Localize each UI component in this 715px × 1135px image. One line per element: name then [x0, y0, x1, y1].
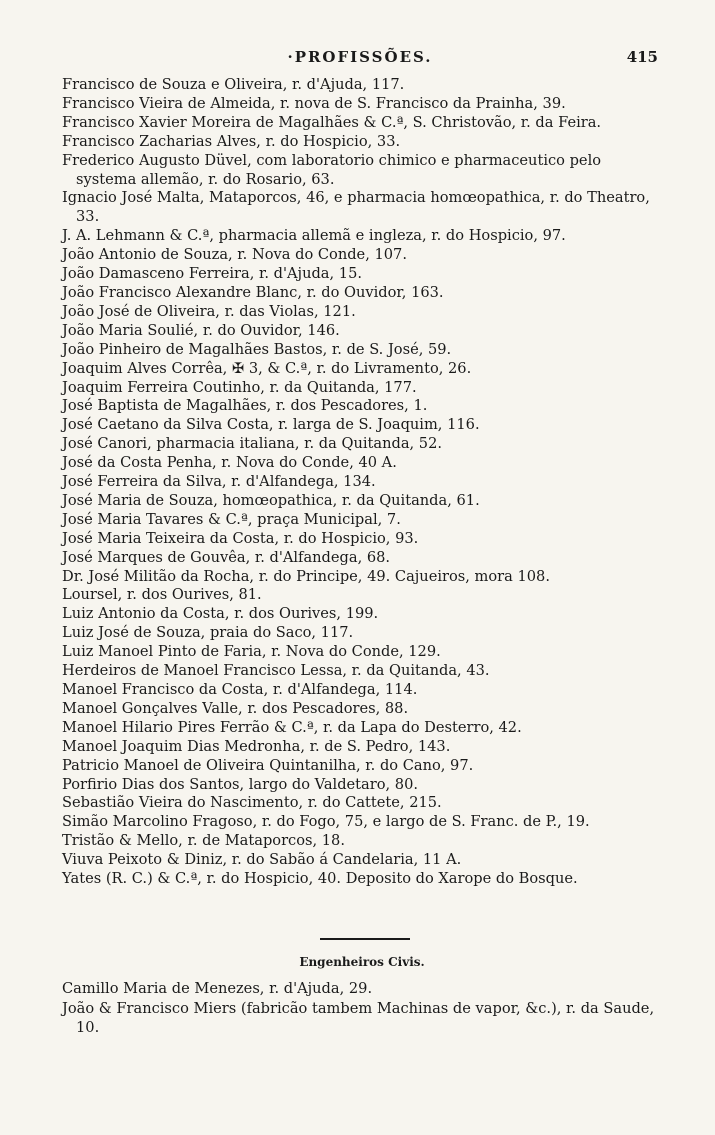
list-item: J. A. Lehmann & C.ª, pharmacia allemã e ingleza, r. do Hospicio, 97. [62, 227, 566, 245]
list-item: João Damasceno Ferreira, r. d'Ajuda, 15. [62, 265, 362, 283]
list-item: Tristão & Mello, r. de Mataporcos, 18. [62, 832, 345, 850]
list-item: Loursel, r. dos Ourives, 81. [62, 586, 262, 604]
list-item: José da Costa Penha, r. Nova do Conde, 40 A. [62, 454, 397, 472]
list-item: Frederico Augusto Düvel, com laboratorio chimico e pharmaceutico pelo systema allemão, r. do Rosario, 63. [62, 151, 602, 188]
page-title: ·PROFISSÕES. [287, 48, 433, 66]
list-item: José Caetano da Silva Costa, r. larga de S. Joaquim, 116. [62, 416, 480, 434]
page-header [62, 48, 658, 72]
section-divider [320, 938, 410, 940]
list-item: José Baptista de Magalhães, r. dos Pescadores, 1. [62, 397, 428, 415]
list-item: Ignacio José Malta, Mataporcos, 46, e pharmacia homœopathica, r. do Theatro, 33. [62, 189, 650, 226]
list-item: João José de Oliveira, r. das Violas, 121. [62, 302, 356, 320]
list-item: Francisco Xavier Moreira de Magalhães & C.ª, S. Christovão, r. da Feira. [62, 113, 602, 131]
list-item: José Maria Teixeira da Costa, r. do Hospicio, 93. [62, 529, 419, 547]
list-item: José Maria Tavares & C.ª, praça Municipal, 7. [62, 510, 401, 528]
list-item: Manoel Gonçalves Valle, r. dos Pescadores, 88. [62, 699, 409, 717]
list-item: Dr. José Militão da Rocha, r. do Principe, 49. Cajueiros, mora 108. [62, 567, 550, 585]
list-item: João Francisco Alexandre Blanc, r. do Ouvidor, 163. [62, 283, 444, 301]
list-item: José Ferreira da Silva, r. d'Alfandega, 134. [62, 473, 376, 491]
list-item: Francisco Zacharias Alves, r. do Hospicio, 33. [62, 132, 401, 150]
section-entry-list [62, 979, 662, 1038]
list-item: Sebastião Vieira do Nascimento, r. do Cattete, 215. [62, 794, 442, 812]
list-item: Viuva Peixoto & Diniz, r. do Sabão á Candelaria, 11 A. [62, 851, 462, 869]
list-item: Porfirio Dias dos Santos, largo do Valdetaro, 80. [62, 775, 418, 793]
section-title: Engenheiros Civis. [299, 955, 425, 969]
list-item: Manoel Joaquim Dias Medronha, r. de S. Pedro, 143. [62, 737, 451, 755]
list-item: João Antonio de Souza, r. Nova do Conde, 107. [62, 246, 407, 264]
list-item: Patricio Manoel de Oliveira Quintanilha, r. do Cano, 97. [62, 756, 474, 774]
list-item: José Maria de Souza, homœopathica, r. da Quitanda, 61. [62, 491, 480, 509]
list-item: Joaquim Ferreira Coutinho, r. da Quitanda, 177. [62, 378, 417, 396]
list-item: Manoel Hilario Pires Ferrão & C.ª, r. da Lapa do Desterro, 42. [62, 718, 522, 736]
list-item: João & Francisco Miers (fabricão tambem Machinas de vapor, &c.), r. da Saude, 10. [62, 999, 655, 1036]
list-item: João Maria Soulié, r. do Ouvidor, 146. [62, 321, 340, 339]
entry-list [62, 76, 662, 889]
list-item: José Canori, pharmacia italiana, r. da Quitanda, 52. [62, 435, 443, 453]
list-item: João Pinheiro de Magalhães Bastos, r. de S. José, 59. [62, 340, 452, 358]
list-item: Manoel Francisco da Costa, r. d'Alfandega, 114. [62, 681, 418, 698]
list-item: José Marques de Gouvêa, r. d'Alfandega, 68. [62, 548, 391, 566]
list-item: Luiz Antonio da Costa, r. dos Ourives, 199. [62, 605, 379, 623]
list-item: Luiz José de Souza, praia do Saco, 117. [62, 624, 354, 642]
list-item: Simão Marcolino Fragoso, r. do Fogo, 75, e largo de S. Franc. de P., 19. [62, 813, 590, 831]
page-number: 415 [626, 48, 658, 66]
list-item: Francisco de Souza e Oliveira, r. d'Ajuda, 117. [62, 76, 405, 93]
list-item: Camillo Maria de Menezes, r. d'Ajuda, 29. [62, 980, 373, 997]
list-item: Luiz Manoel Pinto de Faria, r. Nova do Conde, 129. [62, 643, 441, 661]
list-item: Francisco Vieira de Almeida, r. nova de S. Francisco da Prainha, 39. [62, 94, 566, 112]
list-item: Yates (R. C.) & C.ª, r. do Hospicio, 40. Deposito do Xarope do Bosque. [62, 870, 578, 888]
list-item: Joaquim Alves Corrêa, ✠ 3, & C.ª, r. do Livramento, 26. [62, 359, 472, 377]
list-item: Herdeiros de Manoel Francisco Lessa, r. da Quitanda, 43. [62, 662, 490, 680]
